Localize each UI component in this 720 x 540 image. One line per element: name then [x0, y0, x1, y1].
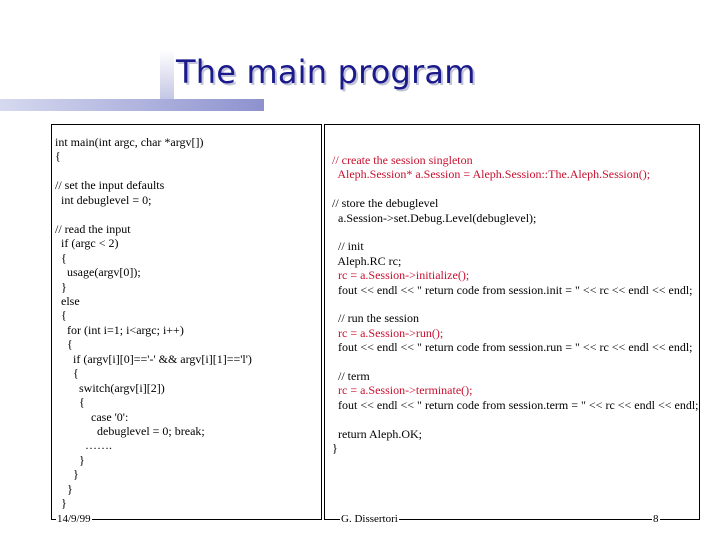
left-code-line: if (argc < 2) — [55, 236, 119, 251]
left-code-line: { — [55, 308, 67, 323]
right-code-line: fout << endl << " return code from session.init = " << rc << endl << endl; — [332, 282, 693, 297]
left-code-line: usage(argv[0]); — [55, 265, 141, 280]
left-code-line: { — [55, 366, 79, 381]
right-code-line: fout << endl << " return code from session.run = " << rc << endl << endl; — [332, 340, 693, 355]
left-code-line: { — [55, 149, 61, 164]
footer-author: G. Dissertori — [341, 513, 398, 525]
right-code-line: rc = a.Session->terminate(); — [332, 383, 473, 398]
left-code-line: ……. — [55, 438, 112, 453]
footer-date: 14/9/99 — [57, 513, 91, 525]
right-code-line: // run the session — [332, 311, 419, 326]
right-code-line: } — [332, 441, 338, 455]
right-code-line: a.Session->set.Debug.Level(debuglevel); — [332, 210, 537, 225]
right-code-line: // init — [332, 239, 364, 254]
left-code-line: switch(argv[i][2]) — [55, 380, 165, 395]
title-accent-bar-horizontal — [0, 99, 264, 111]
footer-page-number: 8 — [653, 513, 659, 525]
right-code-line: Aleph.Session* a.Session = Aleph.Session::The.Aleph.Session(); — [332, 167, 651, 182]
left-code-line: // read the input — [55, 221, 131, 236]
left-code-line: int main(int argc, char *argv[]) — [55, 135, 204, 149]
left-code-line: { — [55, 250, 67, 265]
left-code-line: debuglevel = 0; break; — [55, 424, 205, 438]
right-code-line: // store the debuglevel — [332, 196, 439, 211]
left-code-line: case '0': — [55, 409, 129, 424]
right-code-line: // create the session singleton — [332, 153, 473, 167]
right-code-line: rc = a.Session->run(); — [332, 325, 444, 340]
right-code-line: // term — [332, 369, 370, 383]
left-code-line: else — [55, 293, 80, 308]
left-code-line: } — [55, 279, 67, 294]
right-code-line: Aleph.RC rc; — [332, 253, 402, 268]
left-code-line: } — [55, 481, 73, 496]
left-code-line: // set the input defaults — [55, 178, 165, 193]
left-code-line: } — [55, 452, 85, 467]
left-code-line: int debuglevel = 0; — [55, 192, 152, 207]
left-code-line: { — [55, 337, 73, 352]
left-code-line: for (int i=1; i<argc; i++) — [55, 322, 184, 337]
slide-title: The main program — [176, 53, 476, 91]
right-code-line: rc = a.Session->initialize(); — [332, 268, 470, 283]
left-code-line: if (argv[i][0]=='-' && argv[i][1]=='l') — [55, 351, 252, 366]
right-code-line: return Aleph.OK; — [332, 426, 422, 441]
left-code-line: } — [55, 467, 79, 482]
left-code-line: { — [55, 395, 85, 410]
left-code-line: } — [55, 496, 67, 511]
right-code-line: fout << endl << " return code from session.term = " << rc << endl << endl; — [332, 397, 699, 412]
